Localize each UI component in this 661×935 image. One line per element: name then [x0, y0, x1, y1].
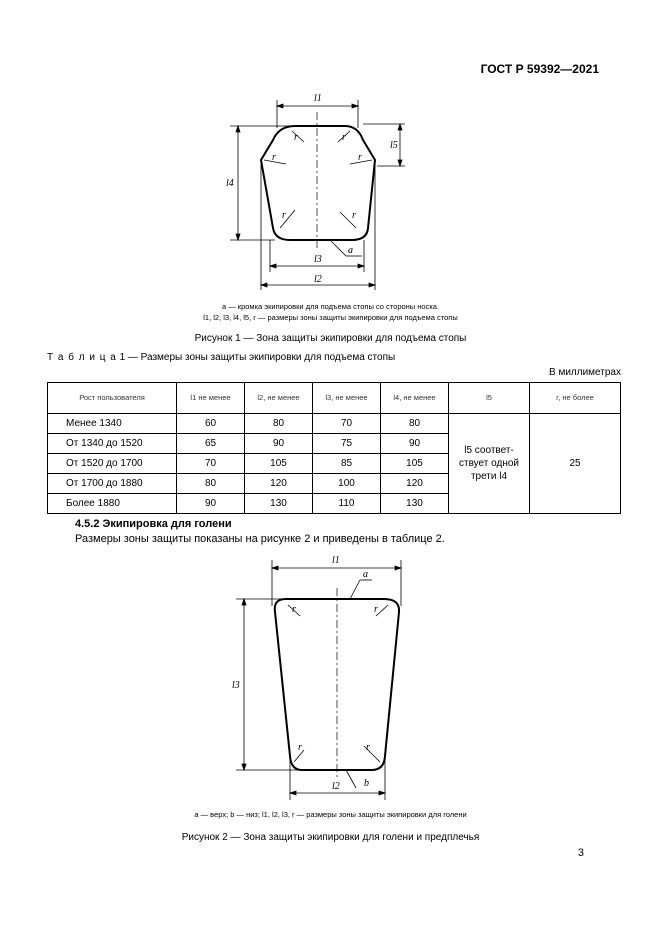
- table-cell-l2: 105: [245, 454, 313, 474]
- fig2-r-label: r: [374, 604, 378, 615]
- table-header-r: r, не более: [530, 383, 621, 414]
- table-row: [48, 414, 621, 434]
- fig1-l4-label: l4: [226, 178, 234, 189]
- fig2-r-label: r: [292, 604, 296, 615]
- fig1-l5-label: l5: [390, 140, 398, 151]
- fig2-l3-label: l3: [232, 680, 240, 691]
- table-cell-l2: 80: [245, 414, 313, 434]
- table-1-title-number: 1: [119, 352, 126, 363]
- table-cell-height: От 1520 до 1700: [48, 454, 177, 474]
- document-header: ГОСТ Р 59392—2021: [480, 62, 599, 76]
- page-number: 3: [577, 847, 584, 859]
- table-header-l2: l2, не менее: [245, 383, 313, 414]
- fig1-r-label: r: [272, 152, 276, 163]
- table-cell-l1: 90: [177, 494, 245, 514]
- fig2-l1-label: l1: [332, 555, 340, 566]
- figure-2-caption: Рисунок 2 — Зона защиты экипировки для голени и предплечья: [181, 832, 480, 843]
- table-cell-l2: 120: [245, 474, 313, 494]
- fig2-b-label: b: [364, 778, 369, 789]
- fig1-r-label: r: [358, 152, 362, 163]
- table-1-title: [47, 352, 395, 363]
- figure-1-drawing: [0, 0, 661, 300]
- table-1-units: В миллиметрах: [549, 367, 621, 378]
- table-cell-height: Менее 1340: [48, 414, 177, 434]
- l5-text-line1: l5 соответ-: [464, 445, 514, 456]
- fig2-r-label: r: [366, 742, 370, 753]
- table-cell-height: От 1700 до 1880: [48, 474, 177, 494]
- fig2-a-label: a: [363, 569, 368, 580]
- l5-text-line2: ствует одной: [459, 458, 519, 469]
- table-cell-l1: 65: [177, 434, 245, 454]
- figure-1-outline: [261, 126, 375, 240]
- table-cell-l3: 70: [313, 414, 381, 434]
- table-cell-l2: 90: [245, 434, 313, 454]
- fig2-l2-label: l2: [332, 781, 340, 792]
- table-cell-l1: 70: [177, 454, 245, 474]
- fig1-r-label: r: [294, 132, 298, 143]
- table-cell-l4: 80: [381, 414, 449, 434]
- table-cell-l4: 120: [381, 474, 449, 494]
- table-1-title-prefix: Т а б л и ц а: [47, 352, 117, 363]
- table-cell-height: Более 1880: [48, 494, 177, 514]
- table-header-l4: l4, не менее: [381, 383, 449, 414]
- fig1-l2-label: l2: [314, 274, 322, 285]
- table-header-l3: l3, не менее: [313, 383, 381, 414]
- l5-text-line3: трети l4: [470, 471, 508, 482]
- section-text: Размеры зоны защиты показаны на рисунке 2 и приведены в таблице 2.: [75, 533, 445, 545]
- figure-1-legend-line2: l1, l2, l3, l4, l5, r — размеры зоны защиты экипировки для подъема стопы: [203, 313, 458, 322]
- fig1-l3-label: l3: [314, 254, 322, 265]
- fig1-r-label: r: [282, 210, 286, 221]
- fig1-l1-label: l1: [314, 93, 322, 104]
- fig1-r-label: r: [352, 210, 356, 221]
- figure-2-legend: a — верх; b — низ; l1, l2, l3, r — размеры зоны защиты экипировки для голени: [194, 810, 467, 819]
- table-cell-l3: 100: [313, 474, 381, 494]
- table-cell-l1: 60: [177, 414, 245, 434]
- table-header-l5: l5: [449, 383, 530, 414]
- table-cell-r-merged: 25: [530, 414, 621, 514]
- fig2-r-label: r: [298, 742, 302, 753]
- table-cell-height: От 1340 до 1520: [48, 434, 177, 454]
- table-header-height: Рост пользователя: [48, 383, 177, 414]
- table-cell-l4: 105: [381, 454, 449, 474]
- table-cell-l4: 130: [381, 494, 449, 514]
- fig1-r-label: r: [342, 132, 346, 143]
- table-1-title-text: — Размеры зоны защиты экипировки для подъема стопы: [127, 352, 396, 363]
- table-1: [47, 382, 621, 514]
- figure-1-legend-line1: a — кромка экипировки для подъема стопы со стороны носка.: [221, 302, 440, 311]
- figure-1-caption: Рисунок 1 — Зона защиты экипировки для подъема стопы: [194, 333, 467, 344]
- table-cell-l3: 85: [313, 454, 381, 474]
- table-header-row: [48, 383, 621, 414]
- table-cell-l3: 75: [313, 434, 381, 454]
- table-cell-l4: 90: [381, 434, 449, 454]
- table-header-l1: l1 не менее: [177, 383, 245, 414]
- table-cell-l3: 110: [313, 494, 381, 514]
- fig1-a-label: a: [348, 245, 353, 256]
- figure-2-drawing: [0, 550, 661, 800]
- table-cell-l2: 130: [245, 494, 313, 514]
- section-heading: 4.5.2 Экипировка для голени: [75, 518, 232, 530]
- table-cell-l1: 80: [177, 474, 245, 494]
- table-cell-l5-merged: [449, 414, 530, 514]
